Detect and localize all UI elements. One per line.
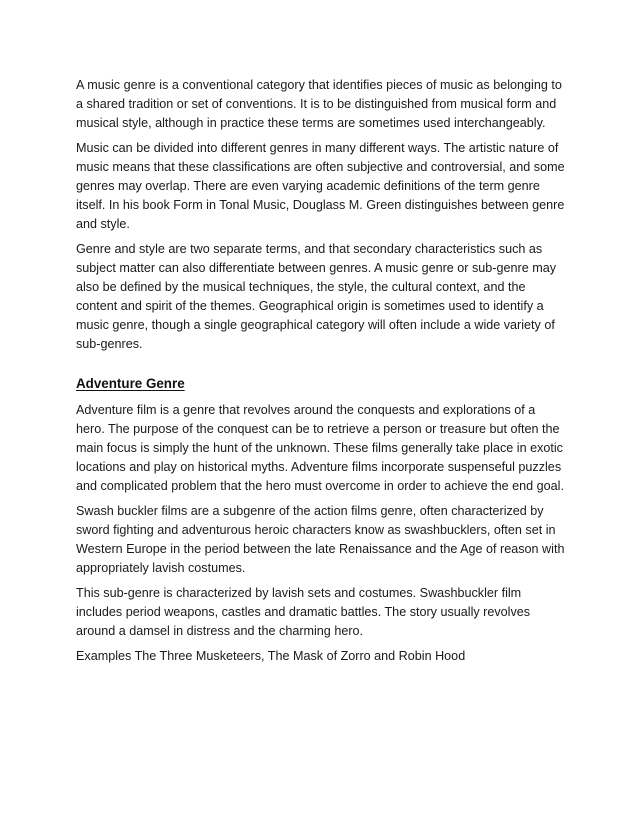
section-paragraph: Examples The Three Musketeers, The Mask of Zorro and Robin Hood xyxy=(76,649,466,663)
intro-paragraph: Genre and style are two separate terms, and that secondary characteristics such as subject matter can also differentiate between genres. A music genre or sub-genre may also be defined by the musical techniques, the style, the cultural context, and the content and spirit of the themes. Geographical origin is sometimes used to identify a music genre, though a single geographical category will often include a wide variety of sub-genres. xyxy=(76,242,556,351)
section-paragraph: Adventure film is a genre that revolves around the conquests and explorations of a hero. The purpose of the conquest can be to retrieve a person or treasure but often the main focus is simply the hunt of the unknown. These films generally take place in exotic locations and play on historical myths. Adventure films incorporate suspenseful puzzles and complicated problem that the hero must overcome in order to achieve the end goal. xyxy=(76,403,564,493)
intro-paragraph: A music genre is a conventional category that identifies pieces of music as belonging to a shared tradition or set of conventions. It is to be distinguished from musical form and musical style, although in practice these terms are sometimes used interchangeably. xyxy=(76,78,562,130)
intro-paragraph: Music can be divided into different genres in many different ways. The artistic nature of music means that these classifications are often subjective and controversial, and some genres may overlap. There are even varying academic definitions of the term genre itself. In his book Form in Tonal Music, Douglass M. Green distinguishes between genre and style. xyxy=(76,141,565,231)
section-paragraph: This sub-genre is characterized by lavish sets and costumes. Swashbuckler film includes period weapons, castles and dramatic battles. The story usually revolves around a damsel in distress and the charming hero. xyxy=(76,586,531,638)
document-body xyxy=(76,76,566,672)
section-paragraph: Swash buckler films are a subgenre of the action films genre, often characterized by sword fighting and adventurous heroic characters know as swashbucklers, often set in Western Europe in the period between the late Renaissance and the Age of reason with appropriately lavish costumes. xyxy=(76,504,565,575)
section-heading: Adventure Genre xyxy=(76,376,185,391)
